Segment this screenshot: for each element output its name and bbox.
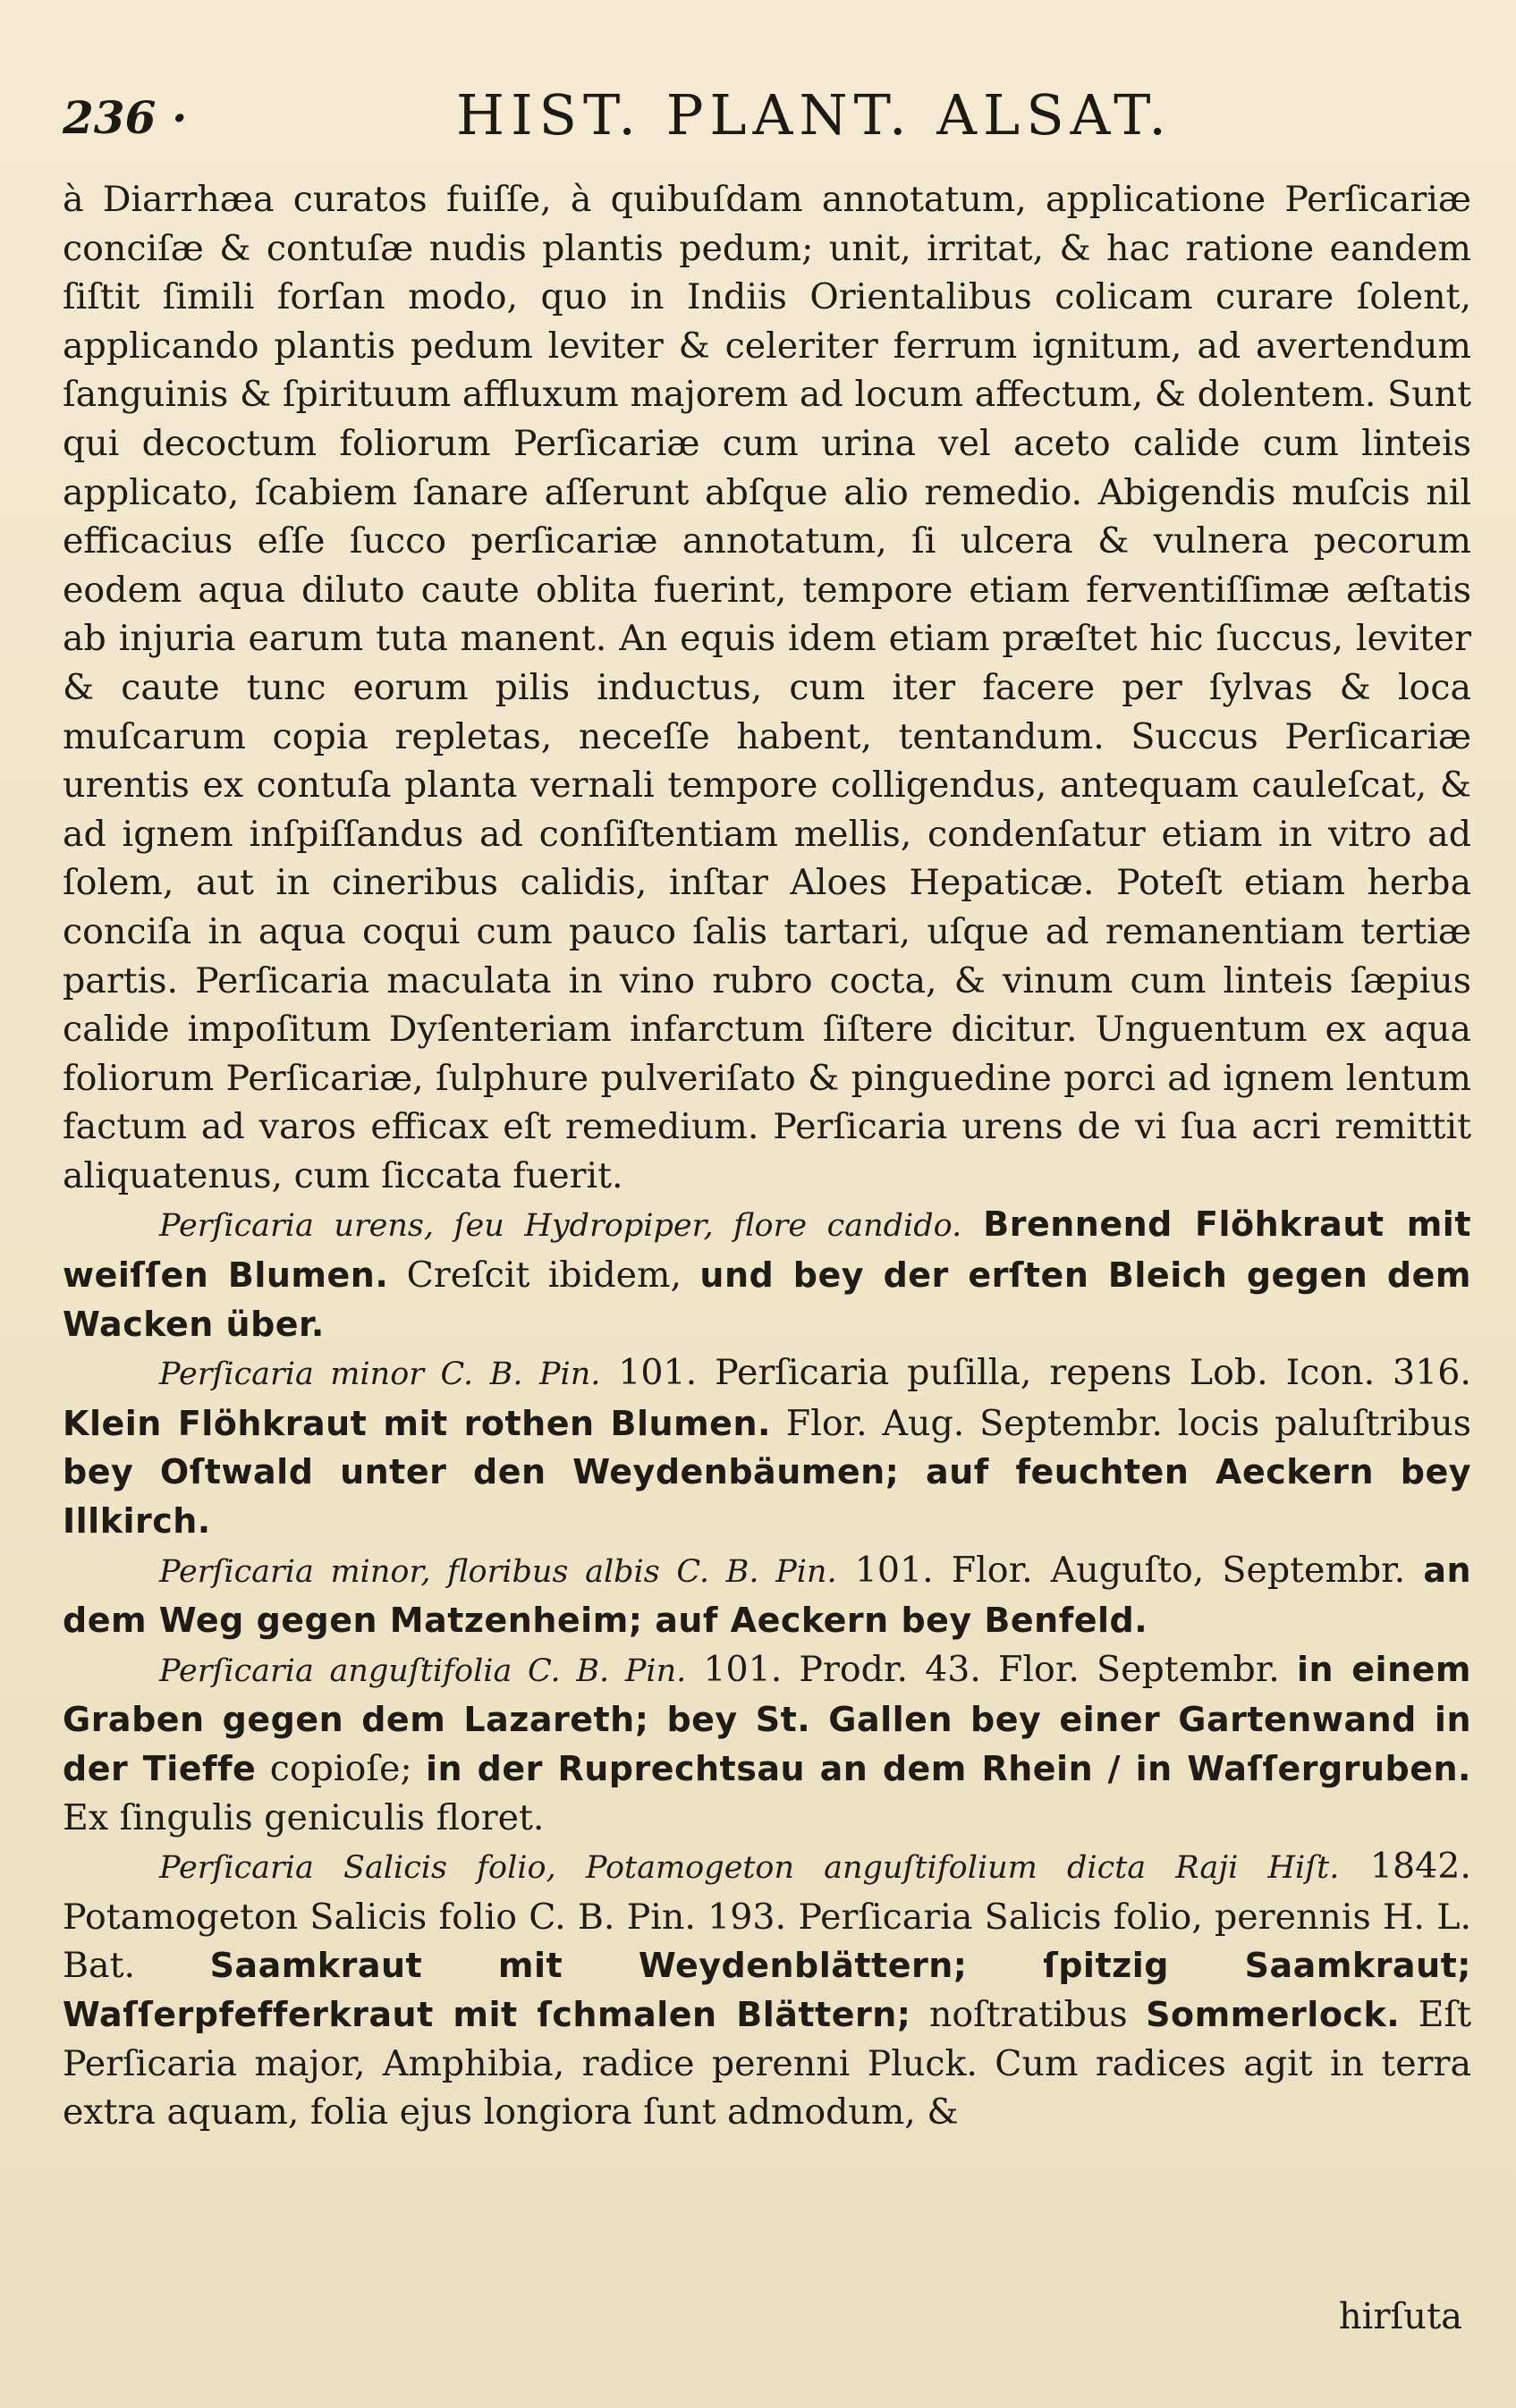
entry-latin-name: Perſicaria anguſtifolia C. B. Pin. <box>159 1652 687 1689</box>
entry-text: Flor. Aug. Septembr. locis paluſtribus <box>785 1402 1471 1444</box>
entry-text: 101. Flor. Auguſto, Septembr. <box>854 1549 1406 1591</box>
entry-persicaria-urens <box>63 1200 1471 1348</box>
header-separator: · <box>172 91 188 144</box>
entry-text: noſtratibus <box>928 1993 1128 2035</box>
page-header <box>63 82 1476 154</box>
entry-german-name: Sommerlock. <box>1146 1994 1401 2034</box>
entry-text: copioſe; <box>269 1748 412 1789</box>
running-title: HIST. PLANT. ALSAT. <box>456 82 1173 148</box>
entry-german-name: Saamkraut mit Weydenblättern; ſpitzig Saamkraut; Waſſerpfefferkraut mit ſchmalen Blättern; <box>63 1946 1471 2034</box>
entry-german-locality: und bey der erſten Bleich gegen dem Wacken über. <box>63 1255 1471 1344</box>
entry-text: Creſcit ibidem, <box>406 1255 682 1297</box>
entry-latin-name: Perſicaria Salicis folio, Potamogeton anguſtifolium dicta Raji Hiſt. <box>159 1850 1340 1887</box>
entry-latin-name: Perſicaria minor, floribus albis C. B. Pin. <box>159 1553 837 1590</box>
entry-german-locality: an dem Weg gegen Matzenheim; auf Aeckern bey Benfeld. <box>63 1550 1472 1641</box>
entry-text: 101. Prodr. 43. Flor. Septembr. <box>703 1648 1280 1690</box>
entry-text: 1842. Potamogeton Salicis folio C. B. Pin. 193. Perſicaria Salicis folio, perennis H. L. Bat. <box>63 1846 1471 1987</box>
entry-text: Ex ſingulis geniculis floret. <box>63 1796 545 1838</box>
entry-persicaria-angustifolia <box>63 1645 1471 1842</box>
entry-reference: 101. Perſicaria puſilla, repens Lob. Icon. 316. <box>618 1352 1471 1394</box>
entry-latin-name: Perſicaria minor C. B. Pin. <box>159 1356 601 1393</box>
entry-persicaria-minor-albis <box>63 1546 1471 1645</box>
entry-german-locality: in der Ruprechtsau an dem Rhein / in Waſſergruben. <box>426 1749 1471 1788</box>
body-text <box>63 175 1471 2137</box>
entry-german-locality: in einem Graben gegen dem Lazareth; bey St. Gallen bey einer Gartenwand in der Tieffe <box>63 1649 1471 1788</box>
entry-latin-name: Perſicaria urens, ſeu Hydropiper, flore candido. <box>159 1208 962 1245</box>
entry-persicaria-salicis-folio <box>63 1842 1471 2137</box>
entry-text: Eſt Perſicaria major, Amphibia, radice perenni Pluck. Cum radices agit in terra extra aquam, folia ejus longiora ſunt admodum, & <box>63 1993 1471 2133</box>
catchword: hirſuta <box>1338 2296 1462 2337</box>
entry-persicaria-minor <box>63 1348 1471 1545</box>
paragraph-main: à Diarrhæa curatos fuiſſe, à quibuſdam annotatum, applicatione Perſicariæ conciſæ & contuſæ nudis plantis pedum; unit, irritat, & hac ratione eandem ſiſtit ſimili forſan modo, quo in Indiis Orientalibus colicam curare ſolent, applicando plantis pedum leviter & celeriter ferrum ignitum, ad avertendum ſanguinis & ſpirituum affluxum majorem ad locum affectum, & dolentem. Sunt qui decoctum foliorum Perſicariæ cum urina vel aceto calide cum linteis applicato, ſcabiem ſanare aſſerunt abſque alio remedio. Abigendis muſcis nil efficacius eſſe ſucco perſicariæ annotatum, ſi ulcera & vulnera pecorum eodem aqua diluto caute oblita fuerint, tempore etiam ferventiſſimæ æſtatis ab injuria earum tuta manent. An equis idem etiam præſtet hic ſuccus, leviter & caute tunc eorum pilis inductus, cum iter facere per ſylvas & loca muſcarum copia repletas, neceſſe habent, tentandum. Succus Perſicariæ urentis ex contuſa planta vernali tempore colligendus, antequam cauleſcat, & ad ignem inſpiſſandus ad conſiſtentiam mellis, condenſatur etiam in vitro ad ſolem, aut in cineribus calidis, inſtar Aloes Hepaticæ. Poteſt etiam herba conciſa in aqua coqui cum pauco ſalis tartari, uſque ad remanentiam tertiæ partis. Perſicaria maculata in vino rubro cocta, & vinum cum linteis ſæpius calide impoſitum Dyſenteriam infarctum ſiſtere dicitur. Unguentum ex aqua foliorum Perſicariæ, ſulphure pulveriſato & pinguedine porci ad ignem lentum factum ad varos efficax eſt remedium. Perſicaria urens de vi ſua acri remittit aliquatenus, cum ſiccata fuerit. <box>63 179 1471 1196</box>
entry-german-name: Brennend Flöhkraut mit weiſſen Blumen. <box>63 1204 1472 1296</box>
page-number: 236 <box>63 91 157 144</box>
entry-german-name: Klein Flöhkraut mit rothen Blumen. <box>63 1403 771 1443</box>
entry-german-locality: bey Oſtwald unter den Weydenbäumen; auf feuchten Aeckern bey Illkirch. <box>63 1452 1471 1542</box>
